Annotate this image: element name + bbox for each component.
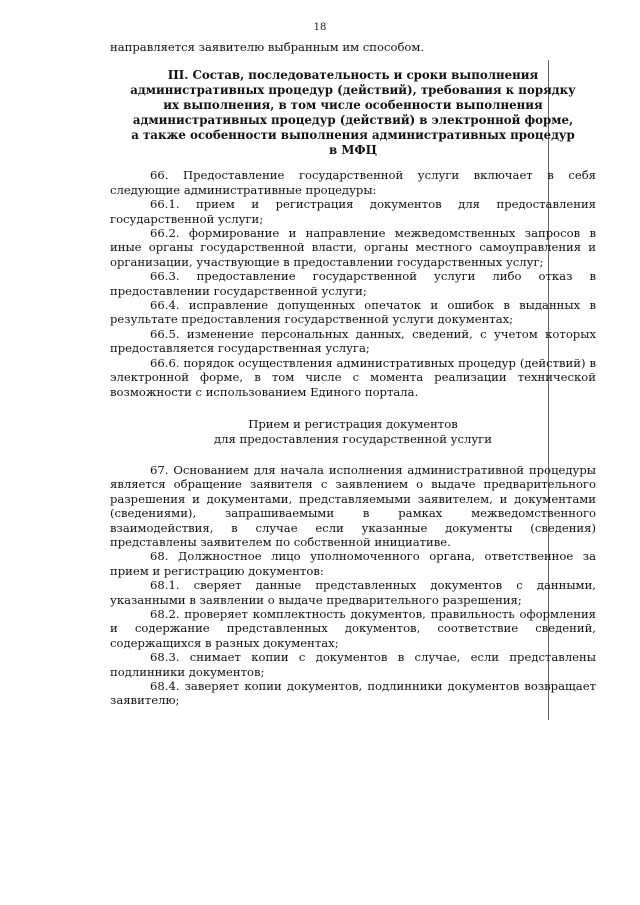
clause-68-2: 68.2. проверяет комплектность документов, правильность оформления и содержание представленных документов, соответствие сведений, содержащихся в разных документах;	[110, 606, 596, 650]
clause-66-3: 66.3. предоставление государственной услуги либо отказ в предоставлении государственной услуги;	[110, 269, 596, 298]
clause-66-6: 66.6. порядок осуществления административных процедур (действий) в электронной форме, в том числе с момента реализации технической возможности с использованием Единого портала.	[110, 355, 596, 399]
document-body	[110, 40, 596, 708]
clause-68-1: 68.1. сверяет данные представленных документов с данными, указанными в заявлении о выдаче предварительного разрешения;	[110, 578, 596, 607]
carryover-line: направляется заявителю выбранным им способом.	[110, 40, 425, 54]
clause-68-4: 68.4. заверяет копии документов, подлинники документов возвращает заявителю;	[110, 679, 596, 708]
clause-66-2: 66.2. формирование и направление межведомственных запросов в иные органы государственной власти, органы местного самоуправления и организации, участвующие в предоставлении государственных услуг;	[110, 226, 596, 269]
clause-68-3: 68.3. снимает копии с документов в случае, если представлены подлинники документов;	[110, 650, 596, 679]
clause-66-4: 66.4. исправление допущенных опечаток и ошибок в выданных в результате предоставления государственной услуги документах;	[110, 298, 596, 327]
clause-66-1: 66.1. прием и регистрация документов для предоставления государственной услуги;	[110, 197, 596, 226]
clause-66-5: 66.5. изменение персональных данных, сведений, с учетом которых предоставляется государственная услуга;	[110, 326, 596, 356]
clause-67: 67. Основанием для начала исполнения административной процедуры является обращение заявителя с заявлением о выдаче предварительного разрешения и документами, представляемыми заявителем, и документами (сведениями), запрашиваемыми в рамках межведомственного взаимодействия, в случае если указанные документы (сведения) представлены заявителем по собственной инициативе.	[110, 462, 596, 549]
clause-66-intro: 66. Предоставление государственной услуги включает в себя следующие административные процедуры:	[110, 168, 596, 197]
clause-68-intro: 68. Должностное лицо уполномоченного органа, ответственное за прием и регистрацию документов:	[110, 549, 596, 578]
section-title: III. Состав, последовательность и сроки выполнения административных процедур (действий), требования к порядку их выполнения, в том числе особенности выполнения административных процедур (действий) в электронной форме, а также особенности выполнения административных процедур в МФЦ	[130, 68, 576, 158]
page-number: 18	[313, 22, 327, 33]
subsection-title: Прием и регистрация документов для предоставления государственной услуги	[214, 416, 492, 446]
